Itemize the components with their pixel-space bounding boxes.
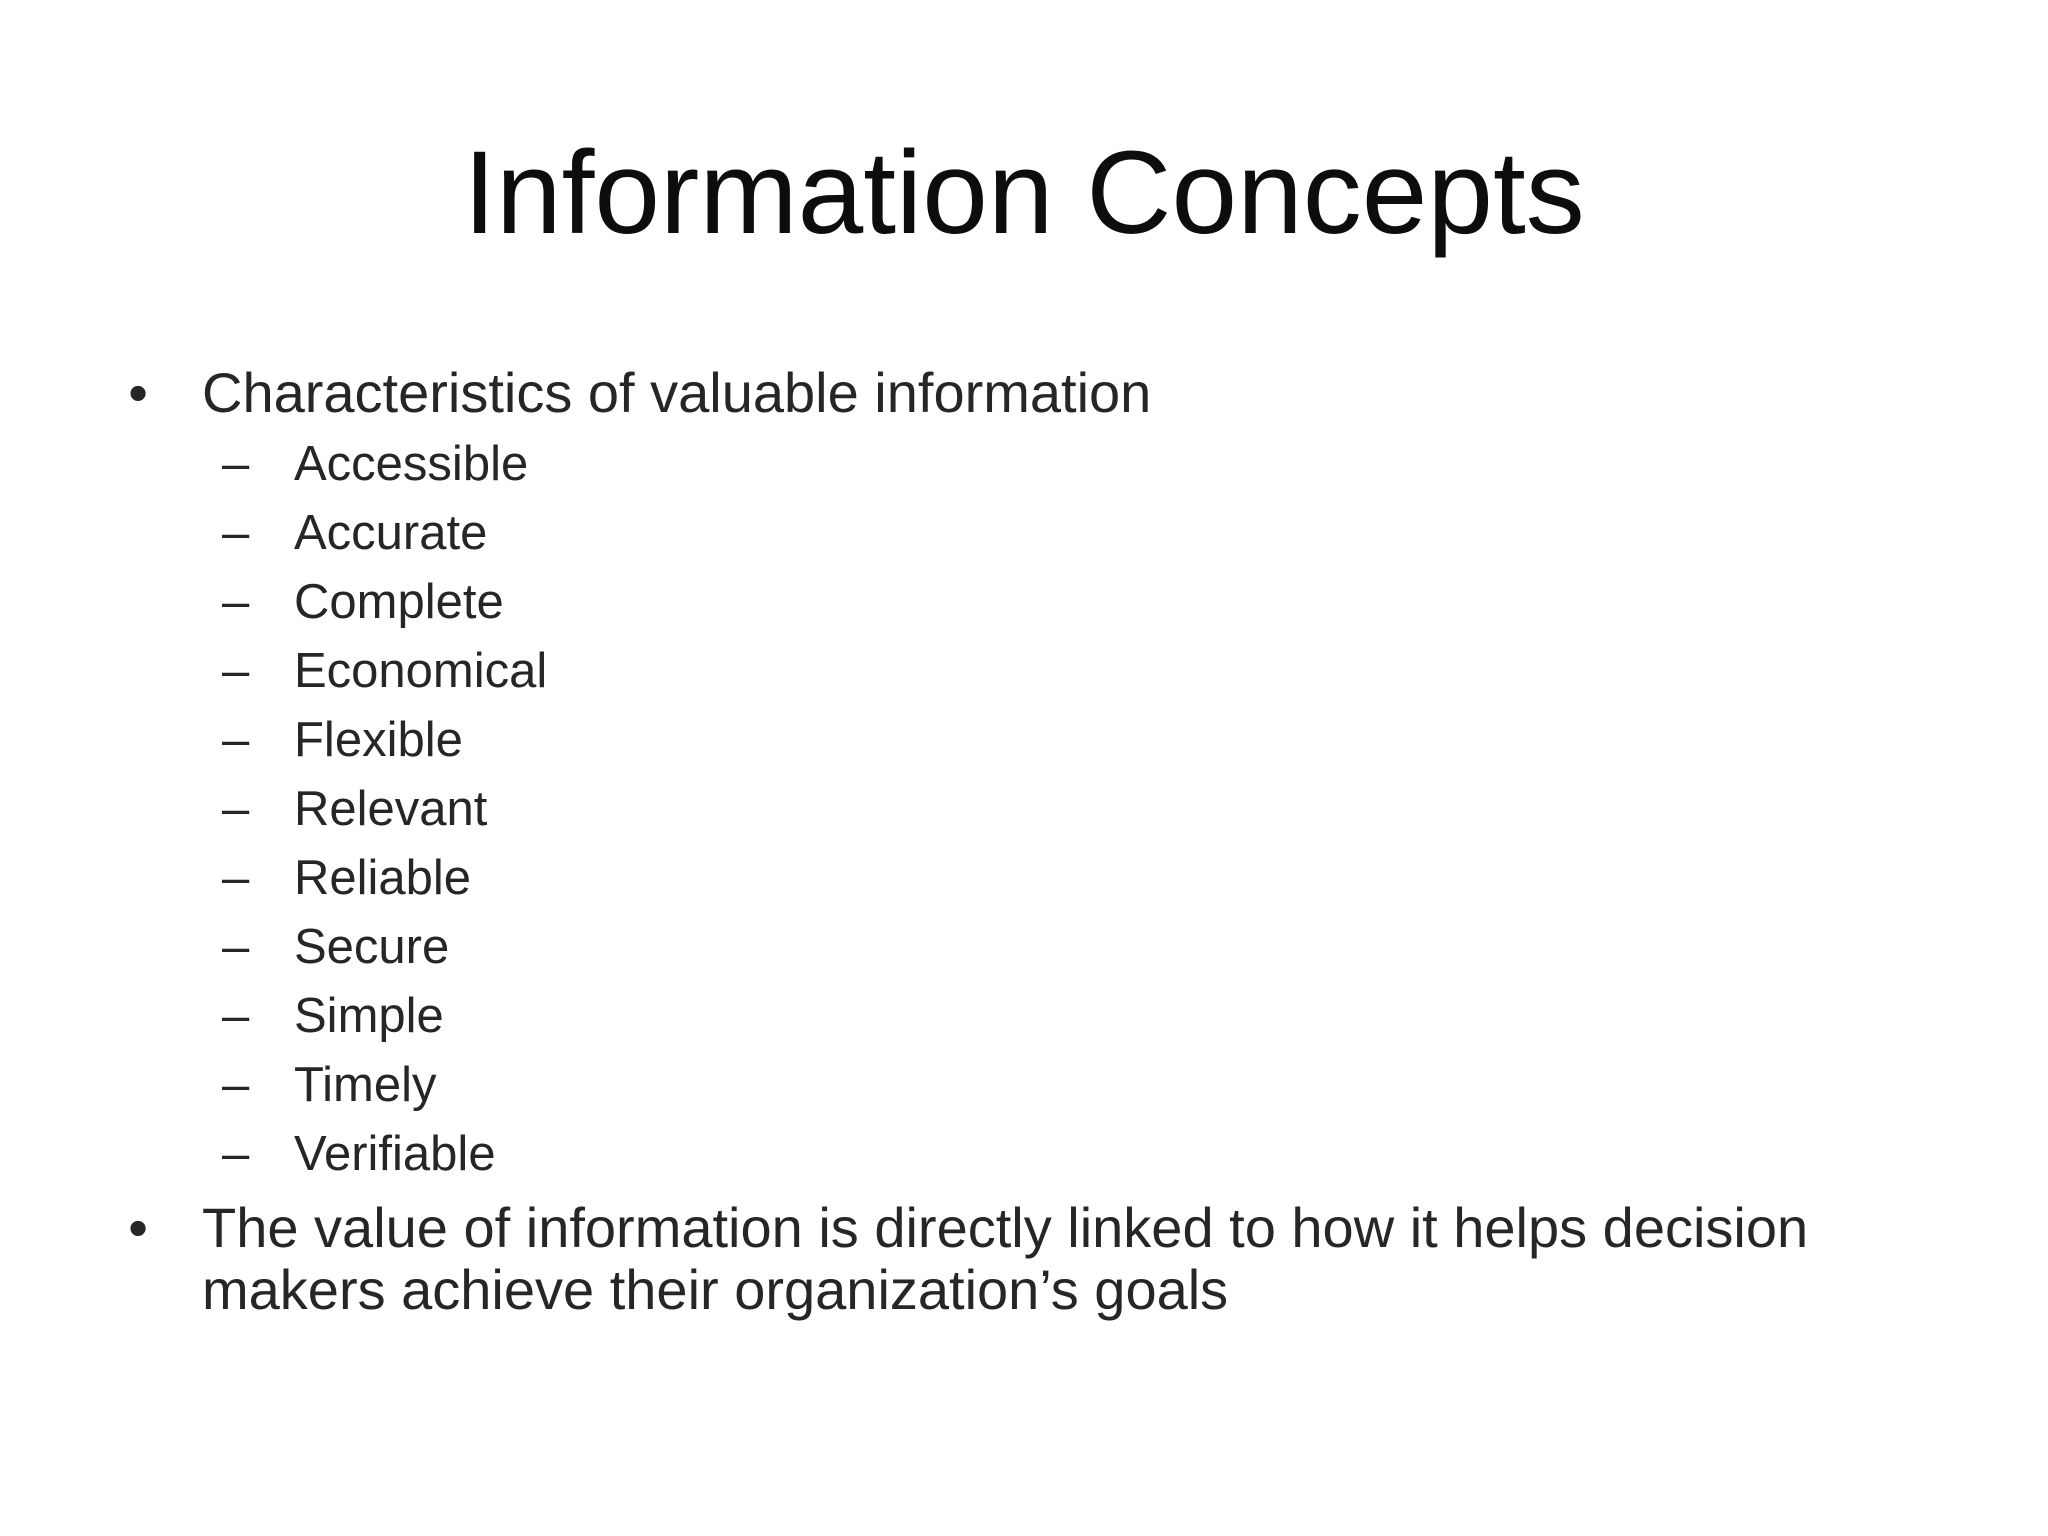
dash-icon: – <box>222 506 250 560</box>
bullet-item <box>118 1197 1948 1321</box>
sub-list <box>118 430 1948 1189</box>
bullet-text: The value of information is directly linked to how it helps decision makers achieve their organization’s goals <box>202 1196 1809 1321</box>
sub-item-text: Verifiable <box>294 1127 496 1181</box>
sub-item <box>118 1120 1948 1189</box>
bullet-item <box>118 362 1948 424</box>
dash-icon: – <box>222 713 250 767</box>
slide-title: Information Concepts <box>463 127 1585 259</box>
dash-icon: – <box>222 644 250 698</box>
sub-item-text: Timely <box>294 1058 437 1112</box>
sub-item <box>118 706 1948 775</box>
sub-item-text: Simple <box>294 989 444 1043</box>
sub-item <box>118 1051 1948 1120</box>
sub-item <box>118 430 1948 499</box>
sub-item <box>118 913 1948 982</box>
sub-item-text: Complete <box>294 575 504 629</box>
dash-icon: – <box>222 575 250 629</box>
dash-icon: – <box>222 920 250 974</box>
sub-item-text: Flexible <box>294 713 463 767</box>
bullet-icon: • <box>128 361 148 424</box>
sub-item <box>118 499 1948 568</box>
sub-item-text: Accurate <box>294 506 488 560</box>
bullet-text: Characteristics of valuable information <box>202 361 1152 424</box>
dash-icon: – <box>222 782 250 836</box>
sub-item <box>118 637 1948 706</box>
sub-item-text: Accessible <box>294 437 529 491</box>
dash-icon: – <box>222 851 250 905</box>
bullet-icon: • <box>128 1196 148 1259</box>
dash-icon: – <box>222 989 250 1043</box>
sub-item <box>118 568 1948 637</box>
slide-content <box>118 362 1948 1321</box>
sub-item-text: Secure <box>294 920 450 974</box>
dash-icon: – <box>222 1127 250 1181</box>
sub-item <box>118 775 1948 844</box>
sub-item-text: Relevant <box>294 782 488 836</box>
dash-icon: – <box>222 437 250 491</box>
sub-item <box>118 844 1948 913</box>
sub-item <box>118 982 1948 1051</box>
dash-icon: – <box>222 1058 250 1112</box>
sub-item-text: Economical <box>294 644 548 698</box>
sub-item-text: Reliable <box>294 851 472 905</box>
